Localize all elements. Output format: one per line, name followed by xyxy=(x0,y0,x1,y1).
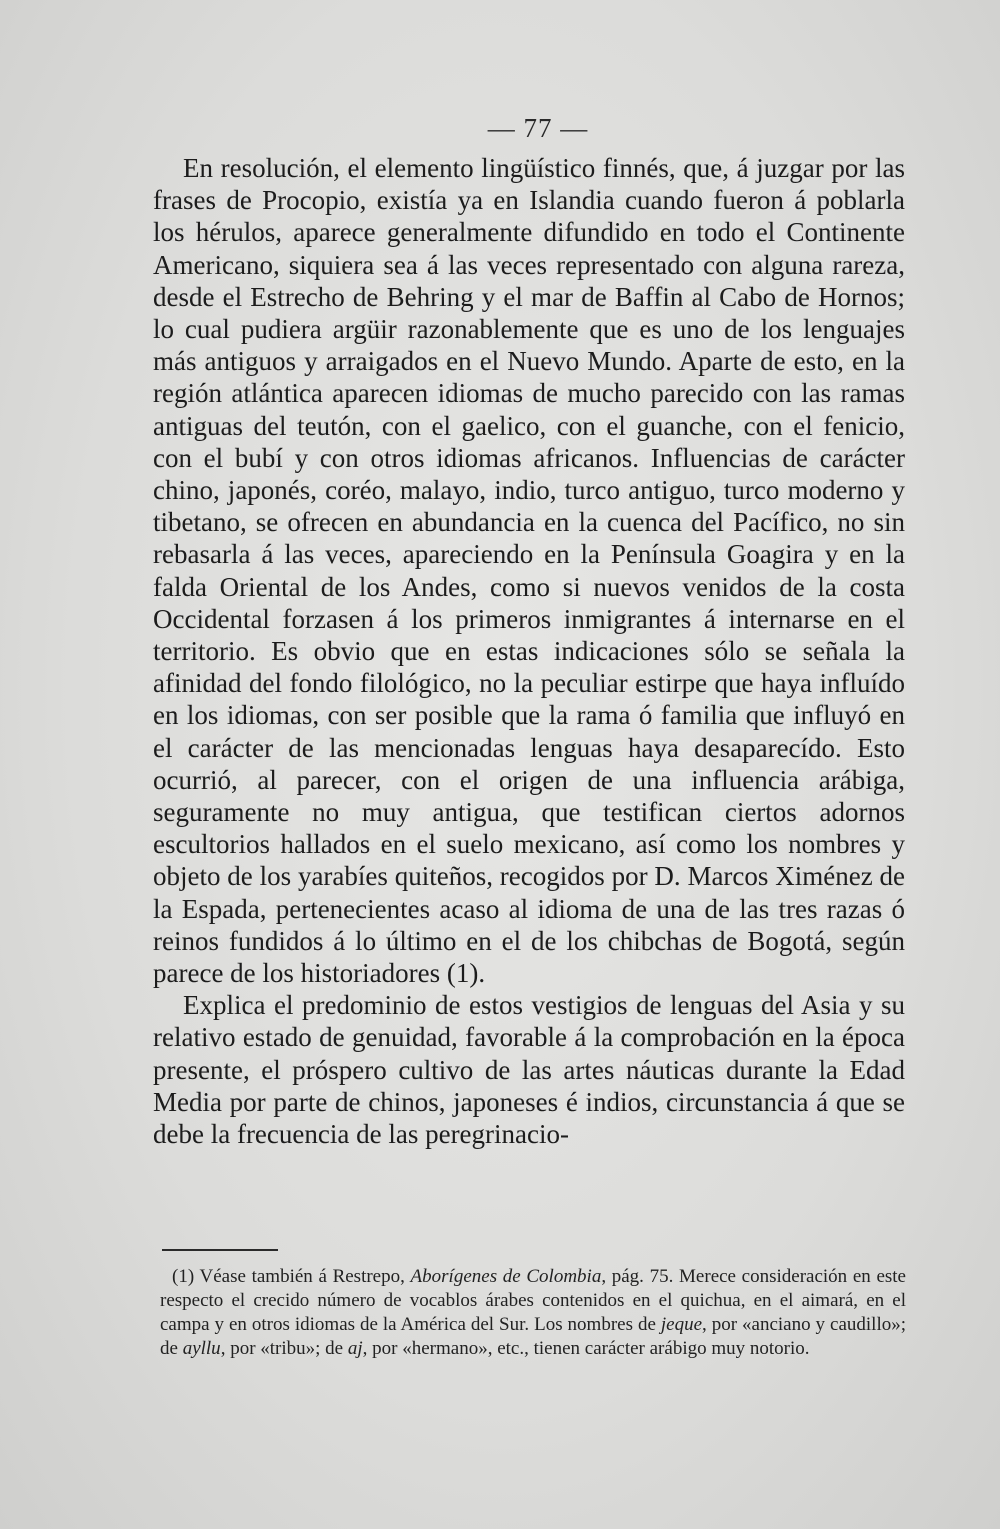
footnote-segment: , por «tribu»; de xyxy=(220,1338,348,1359)
footnote-book-title: Aborígenes de Colombia xyxy=(410,1266,602,1287)
footnote-segment: , por «anciano y caudillo»; de xyxy=(160,1314,906,1359)
footnote-marker: (1) xyxy=(172,1266,195,1287)
footnote-segment: Véase también á Restrepo, xyxy=(199,1266,411,1287)
footnote-term: jeque xyxy=(660,1314,703,1335)
paragraph: En resolución, el elemento lingüístico finnés, que, á juzgar por las frases de Procopio, existía ya en Islandia cuando fueron á poblarla los hérulos, aparece generalmente difundido en todo el Continente Americano, siquiera sea á las veces representado con alguna rareza, desde el Estrecho de Behring y el mar de Baffin al Cabo de Hornos; lo cual pudiera argüir razonablemente que es uno de los lenguajes más antiguos y arraigados en el Nuevo Mundo. Aparte de esto, en la región atlántica aparecen idiomas de mucho parecido con las ramas antiguas del teutón, con el gaelico, con el guanche, con el fenicio, con el bubí y con otros idiomas africanos. Influencias de carácter chino, japonés, coréo, malayo, indio, turco antiguo, turco moderno y tibetano, se ofrecen en abundancia en la cuenca del Pacífico, no sin rebasarla á las veces, apareciendo en la Península Goagira y en la falda Oriental de los Andes, como si nuevos venidos de la costa Occidental forzasen á los primeros inmigrantes á internarse en el territorio. Es obvio que en estas indicaciones sólo se señala la afinidad del fondo filológico, no la peculiar estirpe que haya influído en los idiomas, con ser posible que la rama ó familia que influyó en el carácter de las mencionadas lenguas haya desaparecído. Esto ocurrió, al parecer, con el origen de una influencia arábiga, seguramente no muy antigua, que testifican ciertos adornos escultorios hallados en el suelo mexicano, así como los nombres y objeto de los yarabíes quiteños, recogidos por D. Marcos Ximénez de la Espada, pertenecientes acaso al idioma de una de las tres razas ó reinos fundidos á lo último en el de los chibchas de Bogotá, según parece de los historiadores (1). xyxy=(153,153,905,989)
footnote-text xyxy=(160,1265,906,1361)
page-number: — 77 — xyxy=(487,113,589,143)
footnote-segment: , pág. 75. Merece consideración en este respecto el crecido número de vocablos árabes contenidos en el quichua, en el aimará, en el campa y en otros idiomas de la América del Sur. Los nombres de xyxy=(160,1266,906,1335)
footnote xyxy=(160,1265,906,1361)
footnote-divider xyxy=(162,1249,278,1251)
footnote-segment: , por «hermano», etc., tienen carácter arábigo muy notorio. xyxy=(362,1338,810,1359)
paragraph: Explica el predominio de estos vestigios de lenguas del Asia y su relativo estado de genuidad, favorable á la comprobación en la época presente, el próspero cultivo de las artes náuticas durante la Edad Media por parte de chinos, japoneses é indios, circunstancia á que se debe la frecuencia de las peregrinacio- xyxy=(153,990,905,1150)
footnote-term: ayllu xyxy=(182,1338,221,1359)
body-text xyxy=(153,152,905,1150)
footnote-term: aj xyxy=(347,1338,363,1359)
